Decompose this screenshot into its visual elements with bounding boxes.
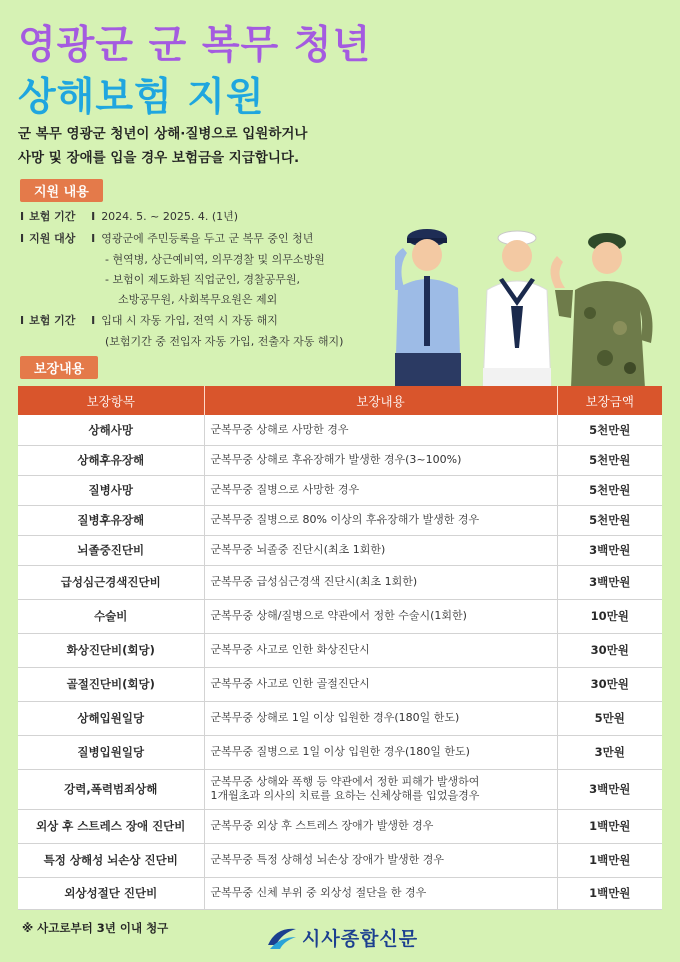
page-title-line1: 영광군 군 복무 청년 [18, 23, 372, 68]
row-desc: 군복무중 상해로 사망한 경우 [204, 415, 557, 445]
row-desc: 군복무중 특정 상해성 뇌손상 장애가 발생한 경우 [204, 843, 557, 877]
row-item: 상해후유장해 [18, 445, 204, 475]
row-amount: 3백만원 [557, 535, 662, 565]
soldier-right-figure [550, 233, 652, 388]
row-desc-line1: 군복무중 상해와 폭행 등 약관에서 정한 피해가 발생하여 [210, 775, 480, 788]
wave-logo-icon [266, 925, 298, 951]
row-amount: 3백만원 [557, 769, 662, 809]
table-row [18, 633, 662, 667]
row-item: 상해사망 [18, 415, 204, 445]
row-amount: 5천만원 [557, 475, 662, 505]
row-desc: 군복무중 외상 후 스트레스 장애가 발생한 경우 [204, 809, 557, 843]
soldiers-illustration [395, 228, 665, 388]
row-amount: 5천만원 [557, 505, 662, 535]
row-amount: 5천만원 [557, 445, 662, 475]
row-amount: 3만원 [557, 735, 662, 769]
join-row: I 보험 기간 I 입대 시 자동 가입, 전역 시 자동 해지 [20, 314, 278, 327]
row-amount: 5만원 [557, 701, 662, 735]
row-desc: 군복무중 상해로 1일 이상 입원한 경우(180일 한도) [204, 701, 557, 735]
table-row [18, 599, 662, 633]
period-row: I 보험 기간 I 2024. 5. ~ 2025. 4. (1년) [20, 210, 239, 223]
row-item: 질병사망 [18, 475, 204, 505]
table-row [18, 565, 662, 599]
target-value: 영광군에 주민등록을 두고 군 복무 중인 청년 [101, 232, 314, 245]
table-row [18, 877, 662, 909]
table-row [18, 843, 662, 877]
row-desc: 군복무중 신체 부위 중 외상성 절단을 한 경우 [204, 877, 557, 909]
intro-text [18, 122, 307, 170]
table-row [18, 769, 662, 809]
row-desc: 군복무중 뇌졸중 진단시(최초 1회한) [204, 535, 557, 565]
row-amount: 10만원 [557, 599, 662, 633]
row-item: 외상 후 스트레스 장애 진단비 [18, 809, 204, 843]
coverage-table-header [18, 386, 662, 415]
row-amount: 1백만원 [557, 809, 662, 843]
row-desc-line2: 1개월초과 의사의 치료를 요하는 신체상해를 입었을경우 [210, 789, 480, 802]
join-sub: (보험기간 중 전입자 자동 가입, 전출자 자동 해지) [105, 335, 344, 348]
table-row [18, 415, 662, 445]
target-sub3: 소방공무원, 사회복무요원은 제외 [118, 293, 278, 306]
target-sub1: - 현역병, 상근예비역, 의무경찰 및 의무소방원 [105, 253, 325, 266]
join-label: 보험 기간 [29, 314, 76, 327]
coverage-section-tag: 보장내용 [20, 356, 98, 379]
row-item: 질병후유장해 [18, 505, 204, 535]
row-desc: 군복무중 사고로 인한 화상진단시 [204, 633, 557, 667]
soldier-left-figure [395, 229, 461, 388]
row-desc: 군복무중 질병으로 80% 이상의 후유장해가 발생한 경우 [204, 505, 557, 535]
row-desc: 군복무중 상해로 후유장해가 발생한 경우(3~100%) [204, 445, 557, 475]
publisher-logo[interactable] [266, 924, 418, 951]
intro-line1: 군 복무 영광군 청년이 상해·질병으로 입원하거나 [18, 126, 308, 142]
intro-line2: 사망 및 장애를 입을 경우 보험금을 지급합니다. [18, 150, 300, 166]
support-section-tag: 지원 내용 [20, 179, 103, 202]
period-value: 2024. 5. ~ 2025. 4. (1년) [101, 210, 239, 223]
target-label: 지원 대상 [29, 232, 76, 245]
period-label: 보험 기간 [29, 210, 76, 223]
table-row [18, 505, 662, 535]
header-item: 보장항목 [18, 386, 204, 415]
table-row [18, 445, 662, 475]
table-row [18, 535, 662, 565]
row-item: 뇌졸중진단비 [18, 535, 204, 565]
row-item: 골절진단비(회당) [18, 667, 204, 701]
table-row [18, 667, 662, 701]
row-desc: 군복무중 질병으로 사망한 경우 [204, 475, 557, 505]
row-desc: 군복무중 급성심근경색 진단시(최초 1회한) [204, 565, 557, 599]
target-sub2: - 보험이 제도화된 직업군인, 경찰공무원, [105, 273, 300, 286]
row-item: 외상성절단 진단비 [18, 877, 204, 909]
header-desc: 보장내용 [204, 386, 557, 415]
table-row [18, 809, 662, 843]
row-item: 화상진단비(회당) [18, 633, 204, 667]
row-desc: 군복무중 상해/질병으로 약관에서 정한 수술시(1회한) [204, 599, 557, 633]
row-amount: 30만원 [557, 633, 662, 667]
header-amount: 보장금액 [557, 386, 662, 415]
target-row: I 지원 대상 I 영광군에 주민등록을 두고 군 복무 중인 청년 [20, 232, 314, 245]
row-desc: 군복무중 질병으로 1일 이상 입원한 경우(180일 한도) [204, 735, 557, 769]
row-item: 상해입원일당 [18, 701, 204, 735]
row-item: 강력,폭력범죄상해 [18, 769, 204, 809]
row-amount: 3백만원 [557, 565, 662, 599]
row-desc [204, 769, 557, 809]
row-amount: 5천만원 [557, 415, 662, 445]
page-title-line2: 상해보험 지원 [18, 75, 265, 120]
row-amount: 1백만원 [557, 877, 662, 909]
row-desc: 군복무중 사고로 인한 골절진단시 [204, 667, 557, 701]
footnote: ※ 사고로부터 3년 이내 청구 [22, 921, 169, 935]
row-item: 특정 상해성 뇌손상 진단비 [18, 843, 204, 877]
table-row [18, 701, 662, 735]
join-value: 입대 시 자동 가입, 전역 시 자동 해지 [101, 314, 278, 327]
row-item: 급성심근경색진단비 [18, 565, 204, 599]
row-item: 질병입원일당 [18, 735, 204, 769]
table-row [18, 475, 662, 505]
row-item: 수술비 [18, 599, 204, 633]
publisher-name: 시사종합신문 [302, 928, 419, 950]
row-amount: 30만원 [557, 667, 662, 701]
coverage-table [18, 386, 662, 910]
soldier-middle-figure [483, 231, 551, 388]
table-row [18, 735, 662, 769]
row-amount: 1백만원 [557, 843, 662, 877]
